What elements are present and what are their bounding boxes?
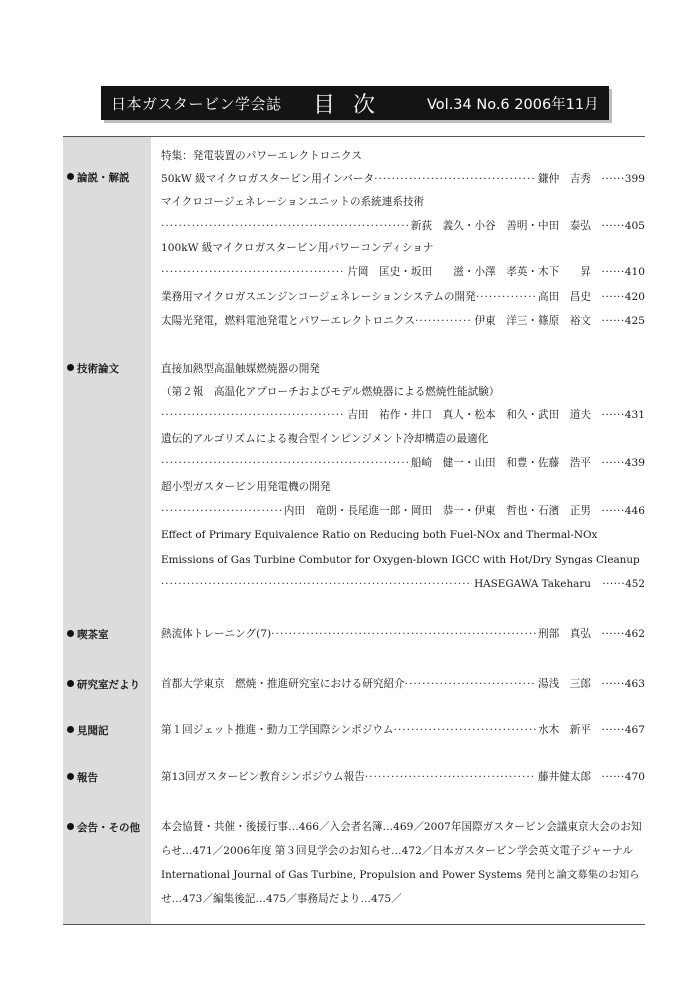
toc-entry[interactable] bbox=[161, 265, 645, 279]
entry-authors: 鎌仲 吉秀 bbox=[538, 173, 591, 185]
entry-authors: 片岡 匡史・坂田 滋・小澤 孝英・木下 昇 bbox=[347, 266, 591, 278]
volume-info: Vol.34 No.6 2006年11月 bbox=[427, 96, 599, 113]
entry-title: 太陽光発電，燃料電池発電とパワーエレクトロニクス bbox=[161, 315, 415, 327]
entry-authors: 水木 新平 bbox=[538, 724, 591, 736]
entry-page: ······ 439 bbox=[591, 456, 645, 470]
entry-title[interactable]: マイクロコージェネレーションユニットの系統連系技術 bbox=[161, 196, 425, 208]
entry-authors: 新荻 義久・小谷 善明・中田 泰弘 bbox=[410, 220, 591, 232]
leader-dots bbox=[161, 456, 409, 470]
bullet-icon bbox=[67, 680, 74, 687]
bullet-icon bbox=[67, 823, 74, 830]
entry-title[interactable]: 遺伝的アルゴリズムによる複合型インピンジメント冷却構造の最適化 bbox=[161, 433, 489, 445]
top-divider bbox=[63, 136, 645, 137]
entry-authors: 伊東 洋三・篠原 裕文 bbox=[474, 315, 591, 327]
leader-dots bbox=[393, 723, 536, 737]
entry-authors: 藤井健太郎 bbox=[538, 771, 591, 783]
entry-title-cont: Emissions of Gas Turbine Combutor for Oxygen-blown IGCC with Hot/Dry Syngas Cleanup bbox=[161, 554, 640, 566]
entry-page: ······ 470 bbox=[591, 770, 645, 784]
entry-title: 業務用マイクロガスエンジンコージェネレーションシステムの開発 bbox=[161, 291, 476, 303]
notice-line: International Journal of Gas Turbine, Propulsion and Power Systems 発刊と論文募集のお知ら bbox=[161, 869, 640, 881]
leader-dots bbox=[161, 504, 282, 518]
entry-page: ······ 420 bbox=[591, 290, 645, 304]
entry-page: ······ 431 bbox=[591, 408, 645, 422]
notice-line: らせ…471／2006年度 第３回見学会のお知らせ…472／日本ガスタービン学会英文電子ジャーナル bbox=[161, 845, 633, 857]
category-kissashitsu: 喫茶室 bbox=[67, 627, 147, 642]
toc-entry[interactable] bbox=[161, 314, 645, 328]
toc-entry[interactable] bbox=[161, 408, 645, 422]
toc-entry[interactable] bbox=[161, 723, 645, 737]
feature-heading: 特集：発電装置のパワーエレクトロニクス bbox=[161, 150, 362, 162]
toc-entry[interactable] bbox=[161, 290, 645, 304]
bullet-icon bbox=[67, 364, 74, 371]
entry-authors: 高田 昌史 bbox=[538, 291, 591, 303]
entry-title[interactable]: 100kW 級マイクロガスタービン用パワーコンディショナ bbox=[161, 242, 434, 254]
entry-authors: 刑部 真弘 bbox=[538, 628, 591, 640]
toc-entry[interactable] bbox=[161, 219, 645, 233]
journal-header bbox=[101, 86, 609, 120]
bullet-icon bbox=[67, 173, 74, 180]
leader-dots bbox=[161, 577, 472, 591]
bottom-divider bbox=[63, 924, 645, 925]
leader-dots bbox=[476, 290, 536, 304]
entry-title: 第13回ガスタービン教育シンポジウム報告 bbox=[161, 771, 365, 783]
entry-title: 首都大学東京 燃焼・推進研究室における研究紹介 bbox=[161, 678, 405, 690]
entry-title: 熱流体トレーニング(7) bbox=[161, 628, 272, 640]
entry-page: ······ 405 bbox=[591, 219, 645, 233]
leader-dots bbox=[161, 265, 345, 279]
entry-title: 50kW 級マイクロガスタービン用インバータ bbox=[161, 173, 375, 185]
entry-page: ······ 425 bbox=[591, 314, 645, 328]
entry-title[interactable]: 直接加熱型高温触媒燃焼器の開発 bbox=[161, 363, 320, 375]
entry-authors: 吉田 祐作・井口 真人・松本 和久・武田 道夫 bbox=[347, 409, 591, 421]
toc-title: 目次 bbox=[313, 93, 394, 118]
category-kenbunki: 見聞記 bbox=[67, 723, 147, 738]
category-ronsetsu: 論説・解説 bbox=[67, 170, 147, 185]
leader-dots bbox=[161, 219, 409, 233]
entry-title: 第１回ジェット推進・動力工学国際シンポジウム bbox=[161, 724, 394, 736]
notice-line: 本会協賛・共催・後援行事…466／入会者名簿…469／2007年国際ガスタービン会議東京大会のお知 bbox=[161, 821, 642, 833]
toc-entry[interactable] bbox=[161, 577, 645, 591]
entry-authors: 湯浅 三郎 bbox=[538, 678, 591, 690]
entry-page: ······ 446 bbox=[591, 504, 645, 518]
leader-dots bbox=[365, 770, 536, 784]
entry-page: ······ 452 bbox=[591, 577, 645, 591]
leader-dots bbox=[405, 677, 536, 691]
entry-authors: 船崎 健一・山田 和豊・佐藤 浩平 bbox=[410, 457, 591, 469]
entry-page: ······ 399 bbox=[591, 172, 645, 186]
toc-entry[interactable] bbox=[161, 677, 645, 691]
bullet-icon bbox=[67, 773, 74, 780]
entry-authors: 内田 竜朗・長尾進一郎・岡田 恭一・伊東 哲也・石濱 正男 bbox=[283, 505, 591, 517]
leader-dots bbox=[161, 408, 345, 422]
notice-line: せ…473／編集後記…475／事務局だより…475／ bbox=[161, 893, 402, 905]
entry-title[interactable]: Effect of Primary Equivalence Ratio on Reducing both Fuel-NOx and Thermal-NOx bbox=[161, 529, 598, 541]
bullet-icon bbox=[67, 630, 74, 637]
entry-subtitle: （第２報 高温化アプローチおよびモデル燃焼器による燃焼性能試験） bbox=[161, 386, 500, 398]
entry-title[interactable]: 超小型ガスタービン用発電機の開発 bbox=[161, 481, 331, 493]
category-gijutsu-ronbun: 技術論文 bbox=[67, 361, 147, 376]
toc-entry[interactable] bbox=[161, 770, 645, 784]
leader-dots bbox=[271, 627, 536, 641]
category-column bbox=[63, 137, 151, 925]
toc-entry[interactable] bbox=[161, 504, 645, 518]
entry-page: ······ 410 bbox=[591, 265, 645, 279]
category-kenkyushitsu: 研究室だより bbox=[67, 677, 147, 692]
toc-entry[interactable] bbox=[161, 172, 645, 186]
bullet-icon bbox=[67, 726, 74, 733]
toc-entry[interactable] bbox=[161, 456, 645, 470]
entry-page: ······ 463 bbox=[591, 677, 645, 691]
entry-page: ······ 462 bbox=[591, 627, 645, 641]
leader-dots bbox=[415, 314, 473, 328]
toc-entry[interactable] bbox=[161, 627, 645, 641]
leader-dots bbox=[374, 172, 536, 186]
category-kaikoku: 会告・その他 bbox=[67, 820, 147, 835]
category-hokoku: 報告 bbox=[67, 770, 147, 785]
entry-authors: HASEGAWA Takeharu bbox=[474, 578, 591, 590]
entry-page: ······ 467 bbox=[591, 723, 645, 737]
journal-title: 日本ガスタービン学会誌 bbox=[111, 94, 282, 113]
